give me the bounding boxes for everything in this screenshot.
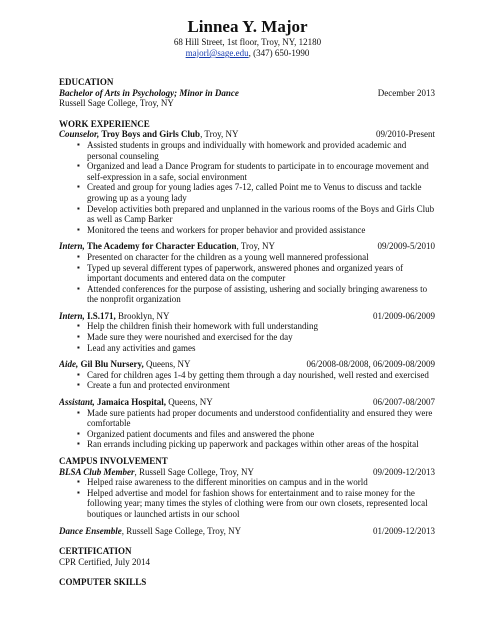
education-heading: EDUCATION bbox=[59, 77, 114, 87]
job-place: , Troy, NY bbox=[200, 129, 239, 140]
bullet-item: ▪ Made sure they were nourished and exercised for the day bbox=[77, 332, 435, 343]
campus-place: , Russell Sage College, Troy, NY bbox=[121, 525, 242, 536]
job-row bbox=[59, 311, 435, 322]
job-row bbox=[59, 359, 435, 370]
job-date: 06/2008-08/2008, 06/2009-08/2009 bbox=[306, 359, 435, 370]
job-bullets bbox=[59, 370, 435, 391]
job-date: 01/2009-06/2009 bbox=[373, 310, 435, 321]
job-org: Troy Boys and Girls Club bbox=[99, 129, 201, 140]
job-bullets bbox=[59, 408, 435, 450]
job-bullets bbox=[59, 252, 435, 305]
bullet-item: ▪ Develop activities both prepared and unplanned in the various rooms of the Boys and Girls Club as well as Camp Barker bbox=[77, 204, 435, 225]
bullet-item: ▪ Presented on character for the children as a young well mannered professional bbox=[77, 252, 435, 263]
job-org: Jamaica Hospital, bbox=[94, 397, 167, 408]
job-row bbox=[59, 241, 435, 252]
certification-heading: CERTIFICATION bbox=[59, 546, 132, 557]
job-org: The Academy for Character Education bbox=[84, 241, 237, 252]
job-org: I.S.171, bbox=[84, 310, 116, 321]
job-row bbox=[59, 397, 435, 408]
campus-place: , Russell Sage College, Troy, NY bbox=[134, 466, 254, 477]
campus-date: 01/2009-12/2013 bbox=[373, 525, 435, 536]
job-role: Assistant, bbox=[59, 397, 95, 408]
degree-row bbox=[59, 88, 435, 99]
job-bullets bbox=[59, 321, 435, 353]
resume-header bbox=[0, 17, 495, 59]
bullet-item: ▪ Create a fun and protected environment bbox=[77, 380, 435, 391]
campus-bullets bbox=[59, 477, 435, 519]
degree-title: Bachelor of Arts in Psychology; Minor in Dance bbox=[59, 87, 239, 98]
bullet-item: ▪ Lead any activities and games bbox=[77, 343, 435, 354]
campus-row bbox=[59, 526, 435, 537]
skills-heading: COMPUTER SKILLS bbox=[59, 577, 147, 588]
campus-role: Dance Ensemble bbox=[59, 525, 122, 536]
job-date: 06/2007-08/2007 bbox=[373, 397, 435, 408]
resume-body bbox=[59, 77, 435, 588]
campus-heading: CAMPUS INVOLVEMENT bbox=[59, 456, 168, 466]
applicant-name: Linnea Y. Major bbox=[187, 17, 308, 36]
bullet-item: ▪ Made sure patients had proper documents and understood confidentiality and ensured they were comfortable bbox=[77, 408, 435, 429]
bullet-item: ▪ Organized and lead a Dance Program for students to participate in to encourage movement and self-expression in a safe, social environment bbox=[77, 161, 435, 182]
campus-row bbox=[59, 467, 435, 478]
bullet-item: ▪ Help the children finish their homework with full understanding bbox=[77, 321, 435, 332]
job-date: 09/2010-Present bbox=[376, 129, 435, 140]
job-row bbox=[59, 129, 435, 140]
bullet-item: ▪ Helped raise awareness to the different minorities on campus and in the world bbox=[77, 477, 435, 488]
bullet-item: ▪ Attended conferences for the purpose of assisting, ushering and socially bringing awareness to the nonprofit organization bbox=[77, 284, 435, 305]
job-role: Counselor, bbox=[59, 129, 100, 140]
bullet-item: ▪ Organized patient documents and files and answered the phone bbox=[77, 429, 435, 440]
job-role: Intern, bbox=[59, 310, 85, 321]
campus-role: BLSA Club Member bbox=[59, 466, 135, 477]
job-role: Aide, bbox=[59, 359, 79, 370]
phone-text: , (347) 650-1990 bbox=[248, 48, 310, 58]
bullet-item: ▪ Typed up several different types of paperwork, answered phones and organized years of important documents and entered data on the computer bbox=[77, 263, 435, 284]
email-link[interactable]: majorl@sage.edu bbox=[185, 48, 249, 58]
job-place: Queens, NY bbox=[166, 397, 213, 408]
campus-date: 09/2009-12/2013 bbox=[373, 466, 435, 477]
work-heading: WORK EXPERIENCE bbox=[59, 118, 150, 129]
bullet-item: ▪ Monitored the teens and workers for proper behavior and provided assistance bbox=[77, 225, 435, 236]
contact-line bbox=[0, 48, 495, 59]
job-place: Brooklyn, NY bbox=[115, 310, 170, 321]
address-line: 68 Hill Street, 1st floor, Troy, NY, 12180 bbox=[173, 37, 322, 47]
bullet-item: ▪ Assisted students in groups and individually with homework and provided academic and personal counseling bbox=[77, 140, 435, 161]
job-date: 09/2009-5/2010 bbox=[377, 241, 435, 252]
bullet-item: ▪ Created and group for young ladies ages 7-12, called Point me to Venus to discuss and tackle growing up as a young lady bbox=[77, 182, 435, 203]
job-place: , Troy, NY bbox=[236, 241, 275, 252]
bullet-item: ▪ Helped advertise and model for fashion shows for entertainment and to raise money for the following year; many times the styles of clothing were from our own closets, represented local boutiques or launched artists in our school bbox=[77, 488, 435, 520]
job-org: Gil Blu Nursery, bbox=[78, 359, 144, 370]
bullet-item: ▪ Cared for children ages 1-4 by getting them through a day nourished, well rested and exercised bbox=[77, 370, 435, 381]
degree-date: December 2013 bbox=[377, 87, 435, 98]
school-name: Russell Sage College, Troy, NY bbox=[59, 98, 174, 109]
job-bullets bbox=[59, 140, 435, 235]
job-role: Intern, bbox=[59, 241, 85, 252]
bullet-item: ▪ Ran errands including picking up paperwork and packages within other areas of the hospital bbox=[77, 439, 435, 450]
job-place: Queens, NY bbox=[143, 359, 191, 370]
certification-text: CPR Certified, July 2014 bbox=[59, 556, 151, 567]
